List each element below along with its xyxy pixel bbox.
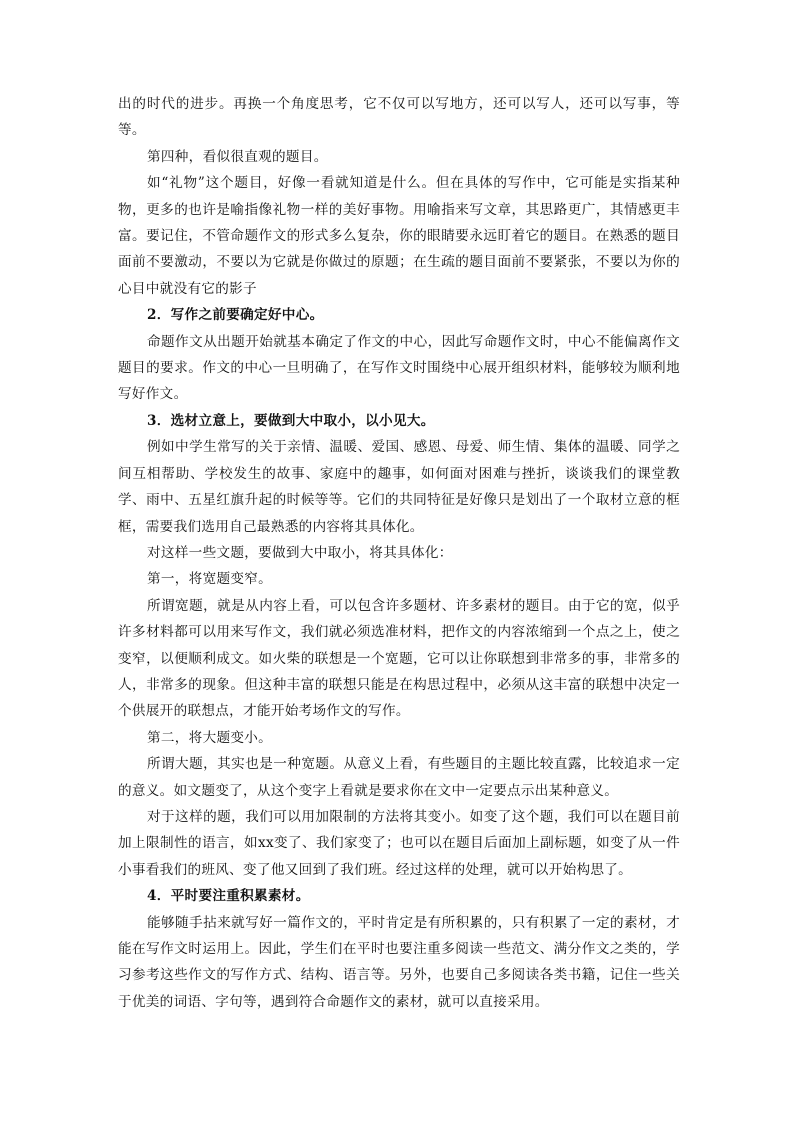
paragraph-first-narrow: 第一，将宽题变窄。 [147,571,273,588]
paragraph-wide-topic: 所谓宽题，就是从内容上看，可以包含许多题材、许多素材的题目。由于它的宽，似乎许多材料都可以用来写作文，我们就必须选准材料，把作文的内容浓缩到一个点之上，使之变窄，以便顺利成文。如火柴的联想是一个宽题，它可以让你联想到非常多的事，非常多的人，非常多的现象。但这种丰富的联想只能是在构思过程中，必须从这丰富的联想中决定一个供展开的联想点，才能开始考场作文的写作。 [118,597,680,720]
paragraph-fourth-type: 第四种，看似很直观的题目。 [147,148,328,165]
paragraph-topics-example: 例如中学生常写的关于亲情、温暖、爱国、感恩、母爱、师生情、集体的温暖、同学之间互相帮助、学校发生的故事、家庭中的趣事，如何面对困难与挫折，谈谈我们的课堂教学、雨中、五星红旗升起的时候等等。它们的共同特征是好像只是划出了一个取材立意的框框，需要我们选用自己最熟悉的内容将其具体化。 [118,439,680,535]
paragraph-continuation: 出的时代的进步。再换一个角度思考，它不仅可以写地方，还可以写人，还可以写事，等等。 [118,96,680,139]
paragraph-accumulate: 能够随手拈来就写好一篇作文的，平时肯定是有所积累的，只有积累了一定的素材，才能在写作文时运用上。因此，学生们在平时也要注重多阅读一些范文、满分作文之类的，学习参考这些作文的写作方式、结构、语言等。另外，也要自己多阅读各类书籍，记住一些关于优美的词语、字句等，遇到符合命题作文的素材，就可以直接采用。 [118,914,680,1010]
paragraph-gift-example: 如“礼物”这个题目，好像一看就知道是什么。但在具体的写作中，它可能是实指某种物，更多的也许是喻指像礼物一样的美好事物。用喻指来写文章，其思路更广，其情感更丰富。要记住，不管命题作文的形式多么复杂，你的眼睛要永远盯着它的题目。在熟悉的题目面前不要激动，不要以为它就是你做过的原题；在生疏的题目面前不要紧张，不要以为你的心目中就没有它的影子 [118,175,680,297]
section-heading-3: 3．选材立意上，要做到大中取小，以小见大。 [147,412,435,429]
paragraph-limit-method: 对于这样的题，我们可以用加限制的方法将其变小。如变了这个题，我们可以在题目前加上限制性的语言，如xx变了、我们家变了；也可以在题目后面加上副标题，如变了从一件小事看我们的班风、变了他又回到了我们班。经过这样的处理，就可以开始构思了。 [118,808,680,878]
paragraph-center: 命题作文从出题开始就基本确定了作文的中心，因此写命题作文时，中心不能偏离作文题目的要求。作文的中心一旦明确了，在写作文时围绕中心展开组织材料，能够较为顺利地写好作文。 [118,333,680,403]
paragraph-concretize: 对这样一些文题，要做到大中取小，将其具体化： [147,544,453,561]
paragraph-second-small: 第二，将大题变小。 [147,729,273,746]
paragraph-big-topic: 所谓大题，其实也是一种宽题。从意义上看，有些题目的主题比较直露，比较追求一定的意义。如文题变了，从这个变字上看就是要求你在文中一定要点示出某种意义。 [118,756,680,799]
section-heading-2: 2．写作之前要确定好中心。 [147,307,324,324]
document-page [118,91,680,1015]
section-heading-4: 4．平时要注重积累素材。 [147,888,310,905]
